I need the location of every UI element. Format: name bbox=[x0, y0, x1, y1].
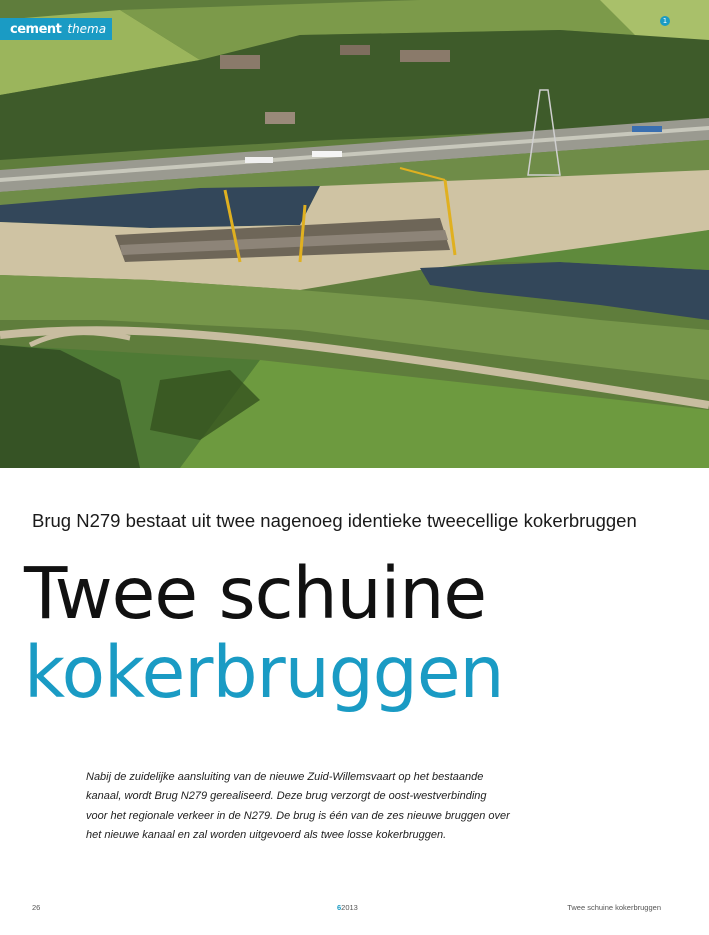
magazine-logo: cement bbox=[10, 21, 62, 37]
footer-issue-year: 2013 bbox=[341, 903, 358, 912]
article-subtitle: Brug N279 bestaat uit twee nagenoeg identieke tweecellige kokerbruggen bbox=[32, 510, 637, 531]
footer-issue bbox=[337, 903, 358, 912]
section-label: thema bbox=[67, 22, 107, 36]
article-title-line-1: Twee schuine bbox=[24, 552, 487, 635]
intro-line: Nabij de zuidelijke aansluiting van de nieuwe Zuid-Willemsvaart op het bestaande bbox=[86, 771, 484, 783]
article-intro bbox=[86, 768, 510, 846]
footer-page-number: 26 bbox=[32, 903, 41, 912]
footer-running-title: Twee schuine kokerbruggen bbox=[567, 903, 661, 912]
page-marker-icon: 1 bbox=[660, 16, 670, 26]
intro-line: voor het regionale verkeer in de N279. De brug is één van de zes nieuwe bruggen over bbox=[86, 809, 510, 822]
intro-line: kanaal, wordt Brug N279 gerealiseerd. Deze brug verzorgt de oost-westverbinding bbox=[86, 790, 487, 803]
intro-line: het nieuwe kanaal en zal worden uitgevoerd als twee losse kokerbruggen. bbox=[86, 829, 447, 842]
article-title-line-2: kokerbruggen bbox=[24, 631, 504, 714]
footer-issue-number: 6 bbox=[337, 903, 342, 912]
masthead bbox=[0, 18, 112, 40]
masthead-bar bbox=[0, 18, 112, 40]
